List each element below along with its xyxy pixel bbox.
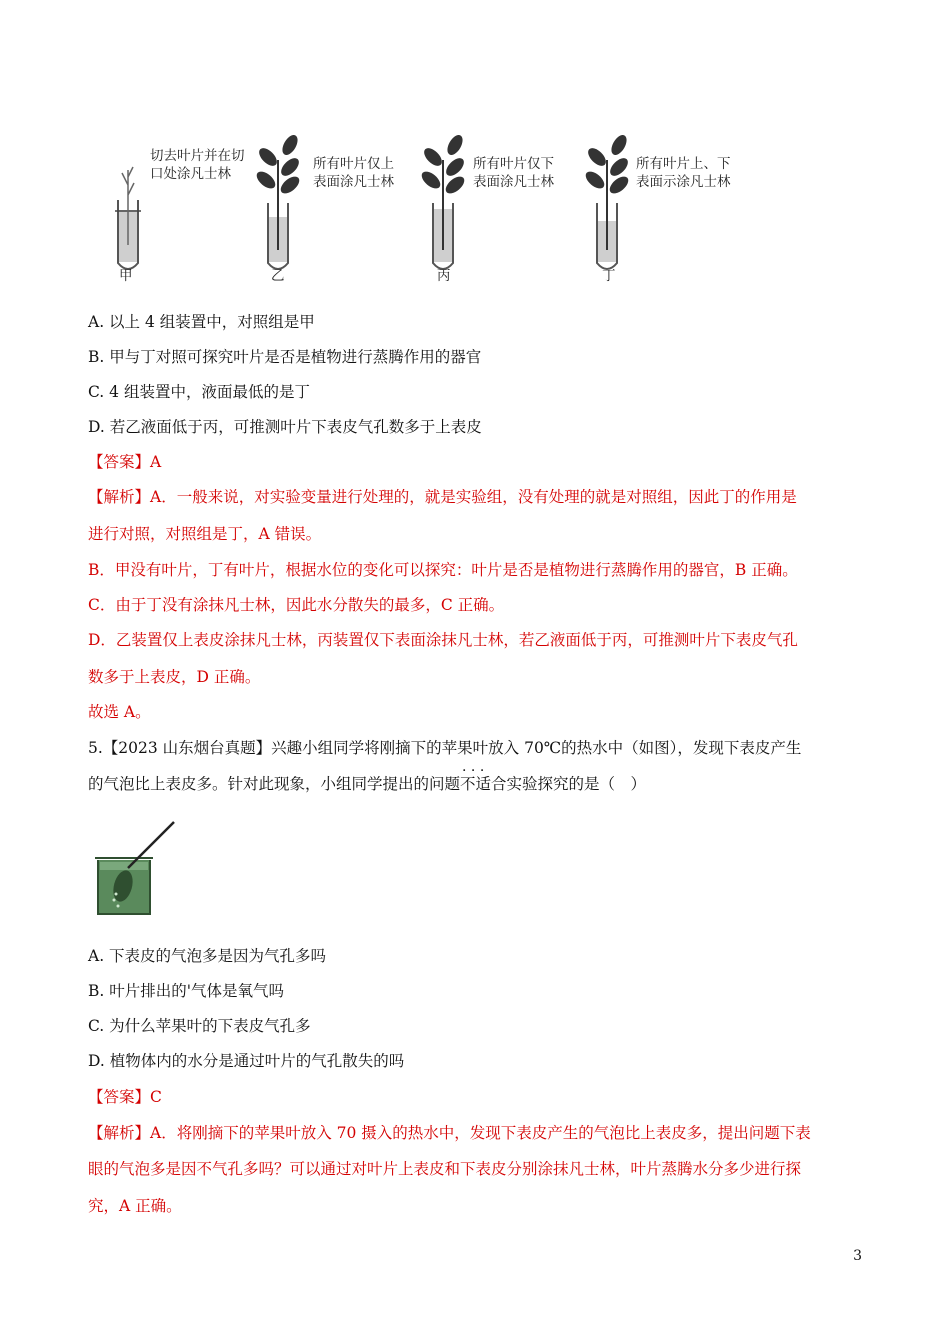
q5-analysis-line-1: 【解析】A．将刚摘下的苹果叶放入 70 摄入的热水中，发现下表皮产生的气泡比上表皮多，提出问题下表 [88, 1124, 811, 1142]
beaker-leaf-figure [92, 818, 182, 920]
q5-stem-pre: 的气泡比上表皮多。针对此现象，小组同学提出的问题 [88, 775, 461, 793]
q4-analysis-line-4: C．由于丁没有涂抹凡士林，因此水分散失的最多，C 正确。 [88, 596, 505, 614]
tube-ding-description: 所有叶片上、下 表面示涂凡士林 [636, 156, 731, 190]
q5-emphasis-not-suitable: · · · 不适合 [460, 774, 507, 794]
q4-option-b: B. 甲与丁对照可探究叶片是否是植物进行蒸腾作用的器官 [88, 348, 482, 366]
q4-option-c: C. 4 组装置中，液面最低的是丁 [88, 383, 310, 401]
q5-option-b: B. 叶片排出的'气体是氧气吗 [88, 982, 285, 1000]
q4-option-d: D. 若乙液面低于丙，可推测叶片下表皮气孔数多于上表皮 [88, 418, 482, 436]
tube-jia-description: 切去叶片并在切 口处涂凡士林 [150, 148, 245, 182]
q4-analysis-line-1: 【解析】A．一般来说，对实验变量进行处理的，就是实验组，没有处理的就是对照组，因此丁的作用是 [88, 488, 797, 506]
q4-option-a: A. 以上 4 组装置中，对照组是甲 [88, 313, 315, 331]
q4-analysis-line-6: 数多于上表皮，D 正确。 [88, 668, 261, 686]
tube-yi-description: 所有叶片仅上 表面涂凡士林 [313, 156, 394, 190]
q5-option-c: C. 为什么苹果叶的下表皮气孔多 [88, 1017, 311, 1035]
q5-analysis-line-3: 究，A 正确。 [88, 1197, 182, 1215]
beaker-leaf-illustration [92, 818, 182, 920]
tube-yi-name: 乙 [271, 268, 285, 284]
q4-analysis-line-7: 故选 A。 [88, 703, 151, 721]
q5-stem-line-2 [88, 774, 646, 794]
tube-ding-name: 丁 [602, 268, 616, 284]
transpiration-experiment-figure [100, 125, 760, 290]
q4-analysis-line-2: 进行对照，对照组是丁，A 错误。 [88, 525, 322, 543]
tube-bing [419, 132, 468, 269]
q5-option-d: D. 植物体内的水分是通过叶片的气孔散失的吗 [88, 1052, 405, 1070]
tube-bing-description: 所有叶片仅下 表面涂凡士林 [473, 156, 554, 190]
tube-jia [115, 167, 141, 269]
tube-jia-name: 甲 [119, 268, 133, 284]
page-number: 3 [853, 1248, 862, 1264]
tube-bing-name: 丙 [437, 268, 451, 284]
q5-option-a: A. 下表皮的气泡多是因为气孔多吗 [88, 947, 327, 965]
q4-analysis-line-3: B．甲没有叶片，丁有叶片，根据水位的变化可以探究：叶片是否是植物进行蒸腾作用的器官，B 正确。 [88, 561, 798, 579]
q5-stem-post: 实验探究的是（ ） [506, 775, 647, 793]
q4-analysis-line-5: D．乙装置仅上表皮涂抹凡士林，丙装置仅下表面涂抹凡士林，若乙液面低于丙，可推测叶片下表皮气孔 [88, 631, 798, 649]
tube-ding [583, 132, 632, 269]
tube-yi [254, 132, 303, 269]
q4-answer: 【答案】A [88, 453, 162, 471]
q5-analysis-line-2: 眼的气泡多是因不气孔多吗？可以通过对叶片上表皮和下表皮分别涂抹凡士林，叶片蒸腾水分多少进行探 [88, 1160, 802, 1178]
q5-answer: 【答案】C [88, 1088, 162, 1106]
q5-stem-line-1: 5.【2023 山东烟台真题】兴趣小组同学将刚摘下的苹果叶放入 70℃的热水中（如图），发现下表皮产生 [88, 739, 802, 757]
